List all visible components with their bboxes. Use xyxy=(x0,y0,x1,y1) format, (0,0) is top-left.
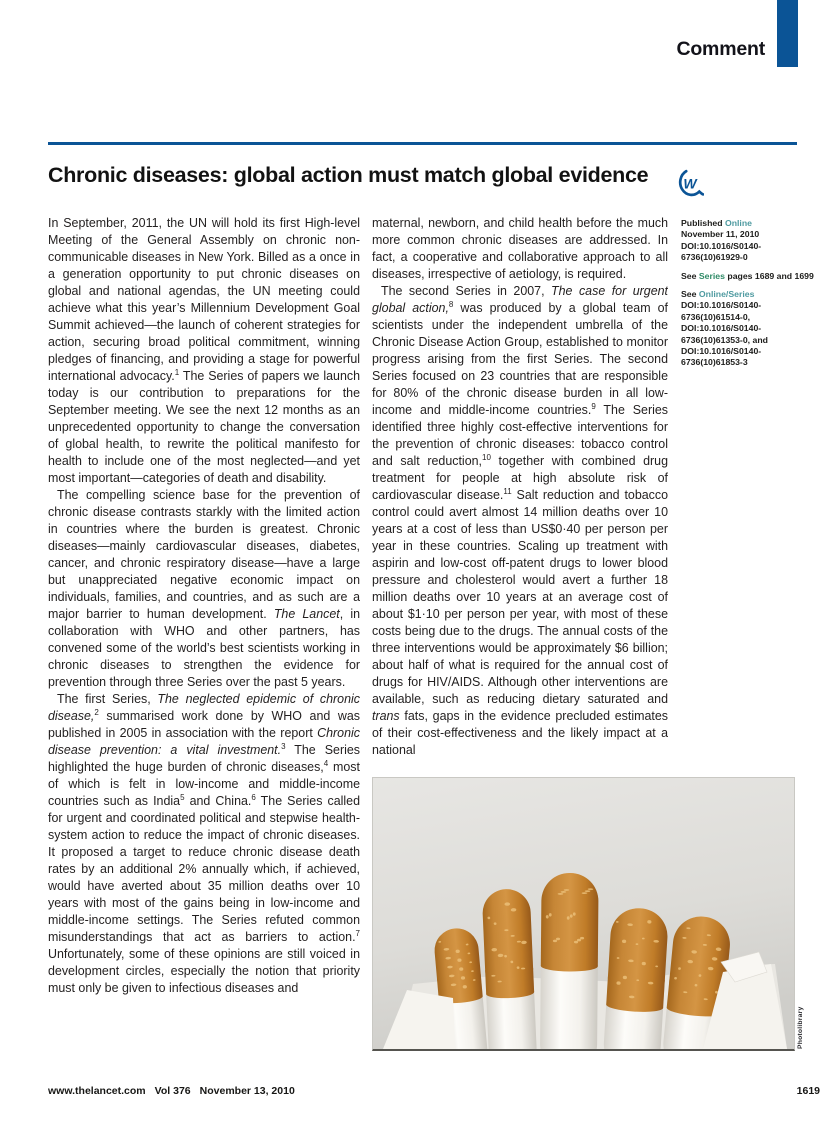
cigarette xyxy=(482,888,538,1049)
page-number: 1619 xyxy=(796,1085,820,1097)
text-run: DOI:10.1016/S0140- xyxy=(681,300,762,311)
text-run: November 11, 2010 xyxy=(681,229,760,240)
margin-note-line xyxy=(681,346,821,357)
reference-superscript: 4 xyxy=(323,758,329,768)
margin-note-line xyxy=(681,218,821,229)
volume-label: Vol 376 xyxy=(154,1085,191,1097)
text-run: The compelling science base for the prevention of chronic disease contrasts starkly with the limited action in countries where the burden is greatest. Chronic diseases—mainly cardiovascular diseases, diabetes, cancer, and chronic respiratory disease—have a large but unappreciated negative economic impact on individuals, families, and countries, and as such are a major barrier to human development. xyxy=(48,488,360,621)
cigarettes-illustration xyxy=(373,778,794,1049)
text-run: , in collaboration with WHO and other partners, has convened some of the world’s best scientists working in chronic diseases to strengthen the evidence for prevention through three Series over the past 5 years. xyxy=(48,607,360,689)
section-color-block xyxy=(777,0,798,67)
text-run: pages 1689 and 1699 xyxy=(724,270,814,281)
margin-note-line xyxy=(681,323,821,334)
margin-notes xyxy=(681,218,821,376)
text-column-2 xyxy=(372,215,668,775)
margin-note-line xyxy=(681,252,821,263)
text-run: In September, 2011, the UN will hold its first High-level Meeting of the General Assembly on chronic non-communicable diseases in New York. Billed as a once in a generation opportunity to put chronic diseases on global and national agendas, the UN meeting could achieve what this year’s Millennium Development Goal Summit achieved—the launch of coherent strategies for action, securing broad political commitment, winning pledges of financing, and providing a stage for powerful international advocacy. xyxy=(48,216,360,383)
body-paragraph xyxy=(372,283,668,759)
margin-note-line xyxy=(681,271,821,282)
margin-note-line xyxy=(681,289,821,300)
section-header: Comment xyxy=(676,38,765,60)
text-run: 6736(10)61929-0 xyxy=(681,252,748,263)
header-rule xyxy=(48,142,797,145)
reference-superscript: 3 xyxy=(281,741,286,751)
body-paragraph xyxy=(372,215,668,283)
text-run: See xyxy=(681,270,699,281)
italic-text: The Lancet xyxy=(273,607,340,621)
reference-superscript: 8 xyxy=(448,299,454,309)
reference-superscript: 7 xyxy=(355,928,360,938)
text-run: together with combined drug treatment for people at high absolute risk of cardiovascular disease. xyxy=(372,454,668,502)
text-run: Published xyxy=(681,218,725,228)
text-run: DOI:10.1016/S0140- xyxy=(681,240,762,251)
body-paragraph xyxy=(48,691,360,997)
margin-note xyxy=(681,218,821,264)
sidebar-link[interactable]: Series xyxy=(698,270,725,281)
reference-superscript: 10 xyxy=(482,452,491,462)
web-extra-icon[interactable] xyxy=(676,168,704,199)
web-extra-icon-svg xyxy=(676,168,704,199)
margin-note-line xyxy=(681,335,821,346)
text-run: summarised work done by WHO and was published in 2005 in association with the report xyxy=(48,709,360,740)
text-run: 6736(10)61853-3 xyxy=(681,357,748,368)
margin-note xyxy=(681,271,821,282)
body-paragraph xyxy=(48,487,360,691)
margin-note-line xyxy=(681,357,821,368)
journal-url[interactable]: www.thelancet.com xyxy=(48,1085,146,1097)
text-run: 6736(10)61353-0, and xyxy=(681,334,768,345)
text-run: Salt reduction and tobacco control could avert almost 14 million deaths over 10 years at a cost of less than US$0·40 per person per year in these countries. Scaling up treatment with aspirin and low-cost off-patent drugs to lower blood pressure and cholesterol would avert a further 18 million deaths over 10 years at an average cost of about $1·10 per person per year, with most of these costs being due to the drugs. The annual costs of the three interventions would be approximately $6 billion; about half of what is required for the annual cost of drugs for HIV/AIDS. Although other interventions are available, such as reducing dietary saturated and xyxy=(372,488,668,706)
sidebar-link[interactable]: Online xyxy=(724,218,752,228)
reference-superscript: 1 xyxy=(174,367,180,377)
text-run: The Series called for urgent and coordinated political and stepwise health-system action to reduce the impact of chronic diseases. It proposed a target to reduce chronic disease death rates by an additional 2% annually which, if achieved, would have averted about 35 million deaths over 10 years with most of the gains being in low-income and middle-income settings. The Series refuted common misunderstandings that act as barriers to action. xyxy=(48,794,360,944)
italic-text: Chronic disease prevention: a vital investment. xyxy=(48,726,360,757)
margin-note-line xyxy=(681,312,821,323)
photo-credit: Photolibrary xyxy=(797,1006,804,1049)
svg-text:W: W xyxy=(683,175,697,192)
italic-text: The neglected epidemic of chronic disease, xyxy=(48,692,360,723)
text-run: maternal, newborn, and child health before the much more common chronic diseases are addressed. In fact, a cooperative and collaborative approach to all diseases, irrespective of aetiology, is required. xyxy=(372,216,668,281)
text-run: The Series of papers we launch today is our contribution to preparations for the September meeting. We see the next 12 months as an unprecedented opportunity to change the conversation of global health, to rewrite the political manifesto for health to include one of the most neglected—and yet most important—categories of death and disability. xyxy=(48,369,360,485)
text-run: DOI:10.1016/S0140- xyxy=(681,323,762,334)
article-title: Chronic diseases: global action must match global evidence xyxy=(48,163,649,187)
text-run: most of which is felt in low-income and middle-income countries such as India xyxy=(48,760,360,808)
text-run: The second Series in 2007, xyxy=(381,284,552,298)
italic-text: trans xyxy=(372,709,400,723)
text-run: 6736(10)61514-0, xyxy=(681,311,751,322)
text-column-1 xyxy=(48,215,360,1063)
cigarettes-photo xyxy=(372,777,795,1051)
text-run: See xyxy=(681,289,699,300)
margin-note xyxy=(681,289,821,369)
text-run: and China. xyxy=(184,794,252,808)
text-run: was produced by a global team of scientists under the independent umbrella of the Chronic Disease Action Group, established to monitor progress arising from the first Series. The second Series focused on 23 countries that are responsible for 80% of the chronic disease burden in all low-income and middle-income countries. xyxy=(372,301,668,417)
body-paragraph xyxy=(48,215,360,487)
text-run: The Series identified three highly cost-effective interventions for the prevention of chronic diseases: tobacco control and salt reduction, xyxy=(372,403,668,468)
sidebar-link[interactable]: Online/Series xyxy=(698,289,755,300)
margin-note-line xyxy=(681,241,821,252)
margin-note-line xyxy=(681,229,821,240)
cigarette xyxy=(602,907,669,1049)
text-run: fats, gaps in the evidence precluded estimates of their cost-effectiveness and the likely impact at a national xyxy=(372,709,668,757)
text-run: The Series highlighted the huge burden of chronic diseases, xyxy=(48,743,360,774)
reference-superscript: 11 xyxy=(503,486,512,496)
issue-date: November 13, 2010 xyxy=(199,1085,295,1097)
reference-superscript: 9 xyxy=(591,401,596,411)
text-run: The first Series, xyxy=(57,692,158,706)
cigarette xyxy=(540,873,599,1049)
reference-superscript: 6 xyxy=(251,792,256,802)
text-run: Unfortunately, some of these opinions are still voiced in development circles, especially the notion that priority must only be given to infectious diseases and xyxy=(48,947,360,995)
reference-superscript: 5 xyxy=(180,792,185,802)
footer-journal-info xyxy=(48,1085,304,1097)
margin-note-line xyxy=(681,300,821,311)
italic-text: The case for urgent global action, xyxy=(372,284,668,315)
text-run: DOI:10.1016/S0140- xyxy=(681,346,762,357)
reference-superscript: 2 xyxy=(94,707,99,717)
